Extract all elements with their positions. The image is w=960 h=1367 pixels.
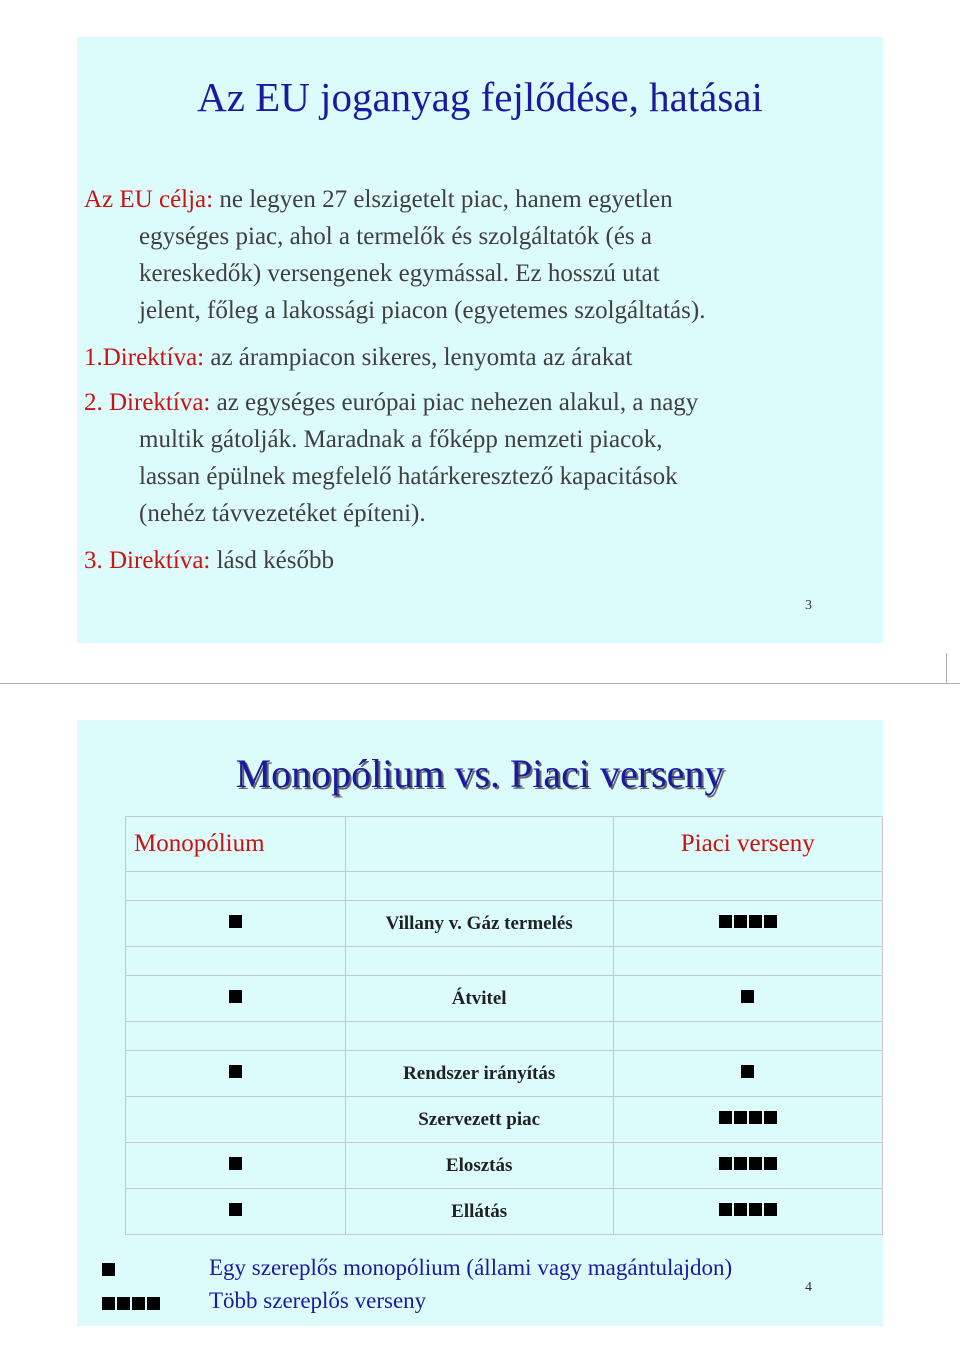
paragraph-eu-goal: [84, 181, 874, 329]
table-row: [126, 1143, 883, 1189]
paragraph-lead: Az EU célja:: [84, 186, 214, 213]
paragraph-directive-2: [84, 384, 874, 532]
square-mark-icon: [229, 990, 242, 1003]
competition-marks: [613, 1143, 882, 1189]
page-divider: [0, 683, 960, 684]
page-divider-tick: [946, 653, 947, 683]
square-mark-icon: [229, 1065, 242, 1078]
square-mark-icon: [741, 1065, 754, 1078]
square-mark-icon: [749, 1157, 762, 1170]
paragraph-directive-3: [84, 542, 874, 579]
page-number: 4: [805, 1280, 812, 1295]
page-number: 3: [805, 598, 812, 613]
square-mark-icon: [734, 1111, 747, 1124]
legend-text-monopoly: Egy szereplős monopólium (állami vagy magántulajdon): [209, 1255, 733, 1280]
paragraph-text: lásd később: [210, 547, 334, 574]
square-mark-icon: [117, 1297, 130, 1310]
square-mark-icon: [764, 915, 777, 928]
monopoly-marks: [126, 976, 346, 1022]
table-row: [126, 1189, 883, 1235]
competition-marks: [613, 901, 882, 947]
activity-label: Átvitel: [345, 976, 613, 1022]
square-mark-icon: [102, 1263, 115, 1276]
square-mark-icon: [719, 915, 732, 928]
square-mark-icon: [132, 1297, 145, 1310]
slide-3: [77, 37, 883, 643]
square-mark-icon: [229, 915, 242, 928]
legend-marks: [101, 1263, 116, 1281]
paragraph-line: egységes piac, ahol a termelők és szolgáltatók (és a: [139, 223, 653, 250]
activity-label: Villany v. Gáz termelés: [345, 901, 613, 947]
activity-label: Ellátás: [345, 1189, 613, 1235]
square-mark-icon: [147, 1297, 160, 1310]
slide-title: Az EU joganyag fejlődése, hatásai: [197, 74, 763, 120]
square-mark-icon: [734, 915, 747, 928]
legend-text-competition: Több szereplős verseny: [209, 1288, 427, 1313]
table-header-row: [126, 817, 883, 872]
table-row: [126, 901, 883, 947]
square-mark-icon: [229, 1203, 242, 1216]
paragraph-line: (nehéz távvezetéket építeni).: [139, 500, 426, 527]
square-mark-icon: [719, 1203, 732, 1216]
square-mark-icon: [734, 1203, 747, 1216]
slide-title: Monopólium vs. Piaci verseny: [235, 751, 725, 796]
comparison-table: [125, 816, 883, 1235]
competition-marks: [613, 1051, 882, 1097]
monopoly-marks: [126, 1143, 346, 1189]
activity-label: Rendszer irányítás: [345, 1051, 613, 1097]
paragraph-directive-1: [84, 339, 874, 376]
activity-label: Szervezett piac: [345, 1097, 613, 1143]
competition-marks: [613, 976, 882, 1022]
square-mark-icon: [734, 1157, 747, 1170]
monopoly-marks: [126, 901, 346, 947]
square-mark-icon: [749, 1203, 762, 1216]
table-row: [126, 1051, 883, 1097]
monopoly-marks: [126, 1051, 346, 1097]
table-row: [126, 976, 883, 1022]
header-competition: Piaci verseny: [613, 817, 882, 872]
legend-marks: [101, 1297, 161, 1315]
paragraph-lead: 2. Direktíva:: [84, 389, 211, 416]
header-empty: [345, 817, 613, 872]
paragraph-line: multik gátolják. Maradnak a főképp nemzeti piacok,: [139, 426, 663, 453]
paragraph-line: lassan épülnek megfelelő határkeresztező kapacitások: [139, 463, 678, 490]
table-row: [126, 1097, 883, 1143]
square-mark-icon: [719, 1157, 732, 1170]
monopoly-marks: [126, 1189, 346, 1235]
paragraph-text: ne legyen 27 elszigetelt piac, hanem egyetlen: [213, 186, 673, 213]
square-mark-icon: [719, 1111, 732, 1124]
paragraph-text: az egységes európai piac nehezen alakul, a nagy: [210, 389, 699, 416]
square-mark-icon: [229, 1157, 242, 1170]
square-mark-icon: [749, 915, 762, 928]
paragraph-lead: 3. Direktíva:: [84, 547, 211, 574]
competition-marks: [613, 1189, 882, 1235]
square-mark-icon: [741, 990, 754, 1003]
slide-4: [77, 720, 883, 1326]
square-mark-icon: [102, 1297, 115, 1310]
competition-marks: [613, 1097, 882, 1143]
header-monopoly: Monopólium: [126, 817, 346, 872]
paragraph-line: kereskedők) versengenek egymással. Ez hosszú utat: [139, 260, 660, 287]
monopoly-marks: [126, 1097, 346, 1143]
square-mark-icon: [764, 1157, 777, 1170]
square-mark-icon: [764, 1203, 777, 1216]
activity-label: Elosztás: [345, 1143, 613, 1189]
paragraph-text: az árampiacon sikeres, lenyomta az árakat: [204, 344, 633, 371]
paragraph-lead: 1.Direktíva:: [84, 344, 205, 371]
paragraph-line: jelent, főleg a lakossági piacon (egyetemes szolgáltatás).: [139, 297, 706, 324]
square-mark-icon: [764, 1111, 777, 1124]
square-mark-icon: [749, 1111, 762, 1124]
